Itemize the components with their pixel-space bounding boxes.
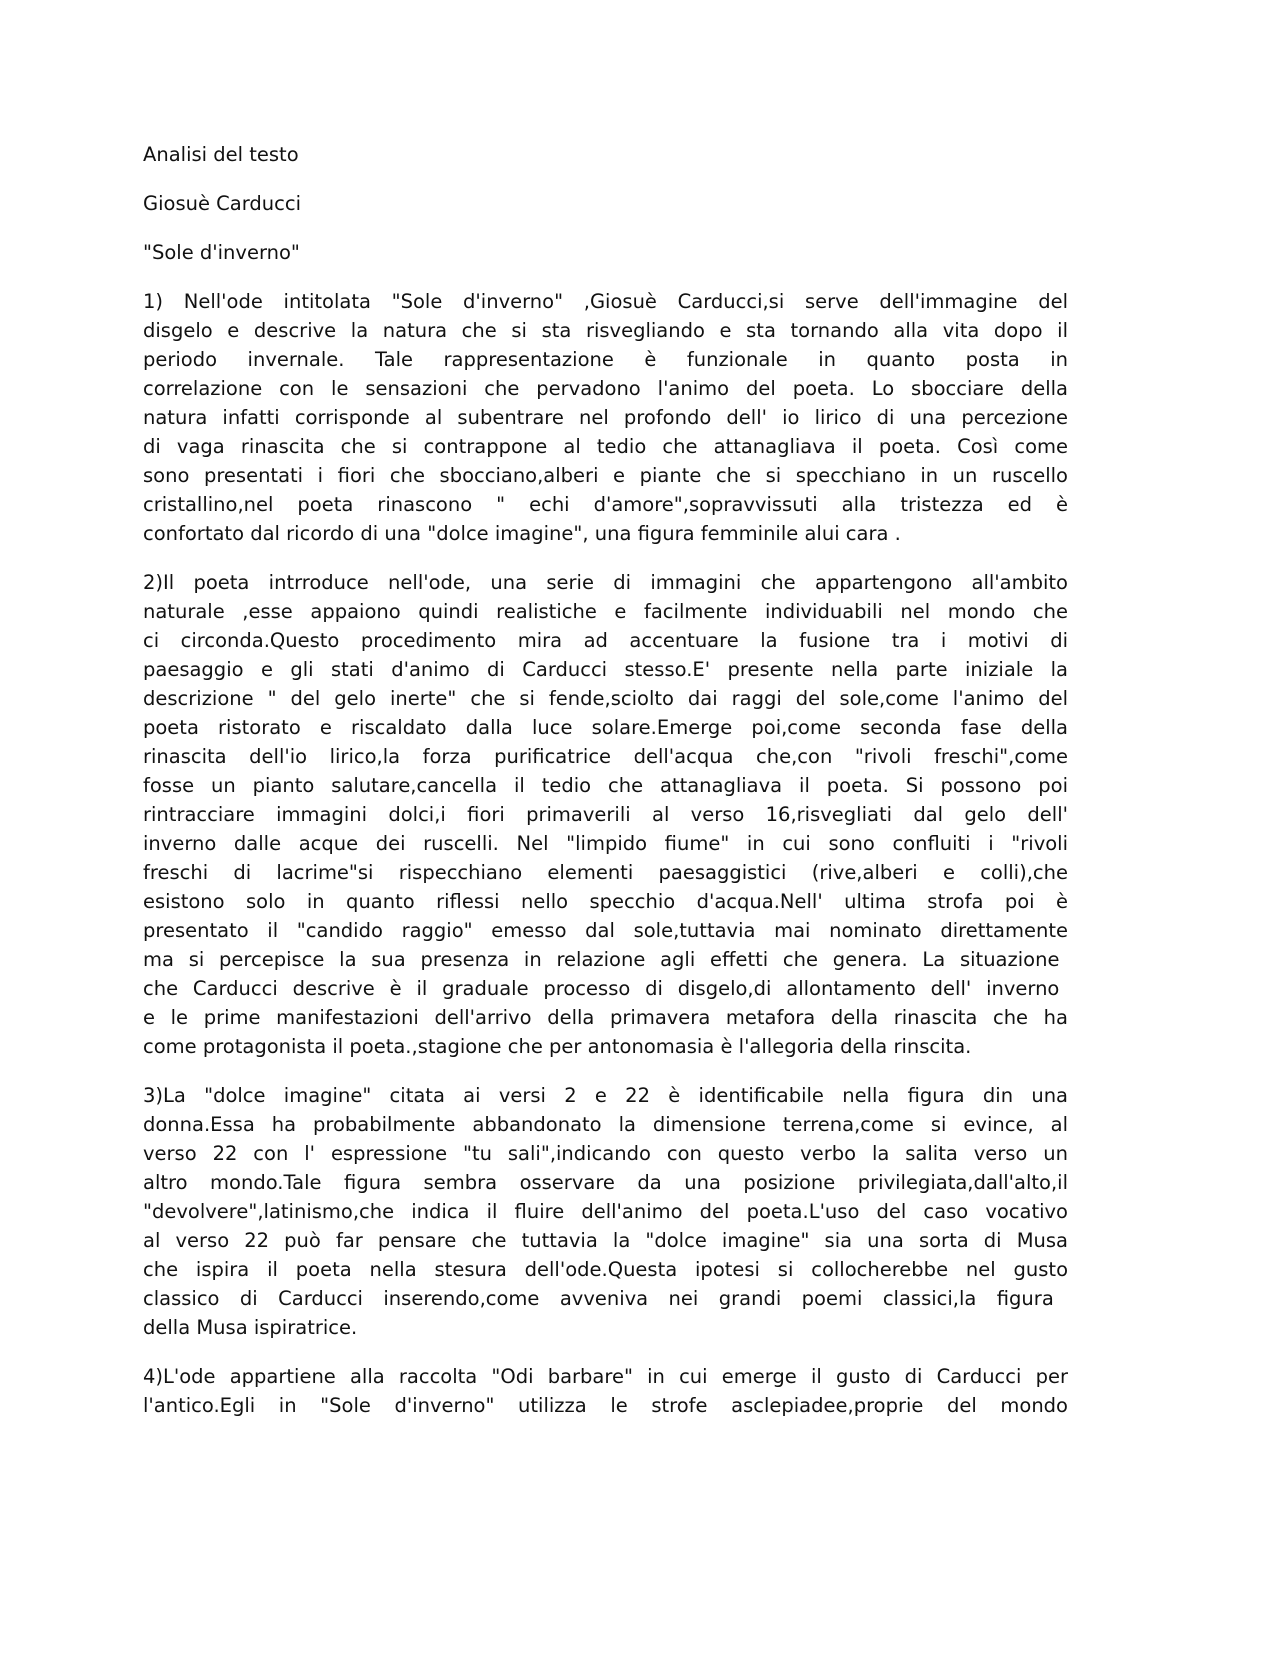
text-line: paesaggio e gli stati d'animo di Carducci stesso.E' presente nella parte iniziale la bbox=[143, 658, 1068, 681]
text-line: descrizione " del gelo inerte" che si fende,sciolto dai raggi del sole,come l'animo del bbox=[143, 687, 1068, 710]
text-line: rintracciare immagini dolci,i fiori primaverili al verso 16,risvegliati dal gelo dell' bbox=[143, 803, 1068, 826]
text-line: 4)L'ode appartiene alla raccolta "Odi barbare" in cui emerge il gusto di Carducci per bbox=[143, 1365, 1068, 1388]
text-line: classico di Carducci inserendo,come avveniva nei grandi poemi classici,la figura bbox=[143, 1287, 1054, 1310]
text-line: natura infatti corrisponde al subentrare nel profondo dell' io lirico di una percezione bbox=[143, 406, 1068, 429]
paragraph-4 bbox=[143, 1362, 1068, 1420]
document-author: Giosuè Carducci bbox=[143, 192, 302, 215]
text-line: inverno dalle acque dei ruscelli. Nel "limpido fiume" in cui sono confluiti i "rivoli bbox=[143, 832, 1068, 855]
text-line: naturale ,esse appaiono quindi realistiche e facilmente individuabili nel mondo che bbox=[143, 600, 1068, 623]
text-line: confortato dal ricordo di una "dolce imagine", una figura femminile alui cara . bbox=[143, 522, 901, 545]
text-line: donna.Essa ha probabilmente abbandonato la dimensione terrena,come si evince, al bbox=[143, 1113, 1068, 1136]
text-line: sono presentati i fiori che sbocciano,alberi e piante che si specchiano in un ruscello bbox=[143, 464, 1068, 487]
document-title: Analisi del testo bbox=[143, 143, 299, 166]
text-line: presentato il "candido raggio" emesso dal sole,tuttavia mai nominato direttamente bbox=[143, 919, 1068, 942]
text-line: periodo invernale. Tale rappresentazione è funzionale in quanto posta in bbox=[143, 348, 1068, 371]
text-line: della Musa ispiratrice. bbox=[143, 1316, 358, 1339]
text-line: di vaga rinascita che si contrappone al tedio che attanagliava il poeta. Così come bbox=[143, 435, 1068, 458]
document-poem-title: "Sole d'inverno" bbox=[143, 241, 300, 264]
text-line: che Carducci descrive è il graduale processo di disgelo,di allontamento dell' inverno bbox=[143, 977, 1060, 1000]
text-line: poeta ristorato e riscaldato dalla luce solare.Emerge poi,come seconda fase della bbox=[143, 716, 1068, 739]
text-line: ma si percepisce la sua presenza in relazione agli effetti che genera. La situazione bbox=[143, 948, 1060, 971]
text-line: freschi di lacrime"si rispecchiano elementi paesaggistici (rive,alberi e colli),che bbox=[143, 861, 1068, 884]
text-line: che ispira il poeta nella stesura dell'ode.Questa ipotesi si collocherebbe nel gusto bbox=[143, 1258, 1068, 1281]
text-line: ci circonda.Questo procedimento mira ad accentuare la fusione tra i motivi di bbox=[143, 629, 1068, 652]
text-line: altro mondo.Tale figura sembra osservare da una posizione privilegiata,dall'alto,il bbox=[143, 1171, 1068, 1194]
text-line: l'antico.Egli in "Sole d'inverno" utilizza le strofe asclepiadee,proprie del mondo bbox=[143, 1394, 1068, 1417]
text-line: verso 22 con l' espressione "tu sali",indicando con questo verbo la salita verso un bbox=[143, 1142, 1068, 1165]
paragraph-1 bbox=[143, 287, 1068, 548]
document-body bbox=[143, 287, 1068, 1420]
text-line: esistono solo in quanto riflessi nello specchio d'acqua.Nell' ultima strofa poi è bbox=[143, 890, 1068, 913]
text-line: "devolvere",latinismo,che indica il fluire dell'animo del poeta.L'uso del caso vocativo bbox=[143, 1200, 1068, 1223]
text-line: 2)Il poeta intrroduce nell'ode, una serie di immagini che appartengono all'ambito bbox=[143, 571, 1068, 594]
paragraph-3 bbox=[143, 1081, 1068, 1342]
text-line: correlazione con le sensazioni che pervadono l'animo del poeta. Lo sbocciare della bbox=[143, 377, 1068, 400]
text-line: e le prime manifestazioni dell'arrivo della primavera metafora della rinascita che ha bbox=[143, 1006, 1068, 1029]
paragraph-2 bbox=[143, 568, 1068, 1061]
text-line: 1) Nell'ode intitolata "Sole d'inverno" ,Giosuè Carducci,si serve dell'immagine del bbox=[143, 290, 1068, 313]
text-line: 3)La "dolce imagine" citata ai versi 2 e 22 è identificabile nella figura din una bbox=[143, 1084, 1068, 1107]
text-line: come protagonista il poeta.,stagione che per antonomasia è l'allegoria della rinscita. bbox=[143, 1035, 972, 1058]
text-line: al verso 22 può far pensare che tuttavia la "dolce imagine" sia una sorta di Musa bbox=[143, 1229, 1068, 1252]
text-line: rinascita dell'io lirico,la forza purificatrice dell'acqua che,con "rivoli freschi",come bbox=[143, 745, 1068, 768]
text-line: disgelo e descrive la natura che si sta risvegliando e sta tornando alla vita dopo il bbox=[143, 319, 1068, 342]
text-line: fosse un pianto salutare,cancella il tedio che attanagliava il poeta. Si possono poi bbox=[143, 774, 1068, 797]
document-page bbox=[143, 140, 1068, 1440]
text-line: cristallino,nel poeta rinascono " echi d'amore",sopravvissuti alla tristezza ed è bbox=[143, 493, 1068, 516]
